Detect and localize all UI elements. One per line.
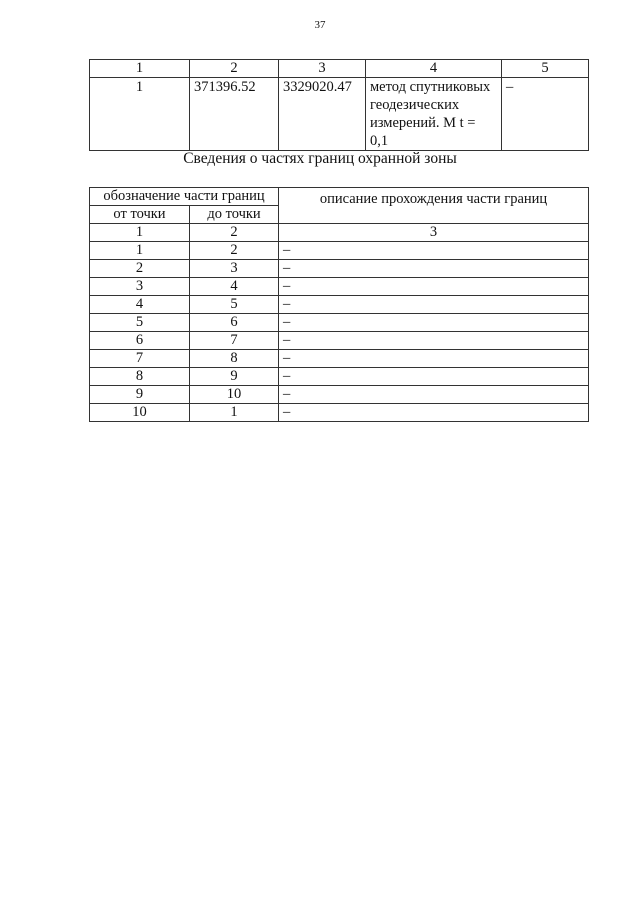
from-point-cell: 9: [90, 386, 190, 404]
column-number: 5: [502, 60, 589, 78]
description-cell: –: [279, 368, 589, 386]
to-point-cell: 9: [190, 368, 279, 386]
column-number: 3: [279, 224, 589, 242]
method-line: геодезических: [370, 97, 460, 113]
method-line: метод спутниковых: [370, 79, 491, 95]
page-number: 37: [314, 19, 326, 31]
from-point-cell: 7: [90, 350, 190, 368]
description-cell: –: [279, 350, 589, 368]
section-title: Сведения о частях границ охранной зоны: [183, 150, 457, 167]
description-header: описание прохождения части границ: [279, 188, 589, 224]
to-point-cell: 3: [190, 260, 279, 278]
method-line: измерений. M t = 0,1: [370, 115, 476, 149]
to-point-cell: 6: [190, 314, 279, 332]
description-cell: –: [279, 296, 589, 314]
y-coordinate: 3329020.47: [279, 78, 366, 151]
table-row: [90, 242, 589, 260]
from-point-cell: 6: [90, 332, 190, 350]
from-point-cell: 5: [90, 314, 190, 332]
table-row: [90, 404, 589, 422]
column-number: 1: [90, 224, 190, 242]
to-point-header: до точки: [190, 206, 279, 224]
boundary-parts-table: [89, 187, 589, 422]
x-coordinate: 371396.52: [190, 78, 279, 151]
description-cell: –: [279, 332, 589, 350]
to-point-cell: 4: [190, 278, 279, 296]
to-point-cell: 7: [190, 332, 279, 350]
table-row: [90, 314, 589, 332]
table-row: [90, 332, 589, 350]
from-point-cell: 10: [90, 404, 190, 422]
description-cell: –: [279, 314, 589, 332]
table-row: [90, 368, 589, 386]
to-point-cell: 2: [190, 242, 279, 260]
column-number-row: [90, 224, 589, 242]
table-row: [90, 296, 589, 314]
from-point-cell: 1: [90, 242, 190, 260]
from-point-cell: 8: [90, 368, 190, 386]
description-cell: –: [279, 242, 589, 260]
point-number: 1: [90, 78, 190, 151]
to-point-cell: 1: [190, 404, 279, 422]
measurement-method: [366, 78, 502, 151]
description-cell: –: [279, 260, 589, 278]
note-cell: –: [502, 78, 589, 151]
description-cell: –: [279, 278, 589, 296]
column-number: 2: [190, 224, 279, 242]
column-number: 1: [90, 60, 190, 78]
from-point-cell: 3: [90, 278, 190, 296]
table-row: [90, 260, 589, 278]
description-cell: –: [279, 386, 589, 404]
table-row: [90, 78, 589, 151]
table-header-row: [90, 60, 589, 78]
column-number: 4: [366, 60, 502, 78]
to-point-cell: 8: [190, 350, 279, 368]
column-number: 3: [279, 60, 366, 78]
from-point-header: от точки: [90, 206, 190, 224]
description-cell: –: [279, 404, 589, 422]
table-row: [90, 386, 589, 404]
group-header: обозначение части границ: [90, 188, 279, 206]
table-header-row: [90, 188, 589, 206]
column-number: 2: [190, 60, 279, 78]
table-row: [90, 278, 589, 296]
table-row: [90, 350, 589, 368]
to-point-cell: 10: [190, 386, 279, 404]
from-point-cell: 4: [90, 296, 190, 314]
coordinates-table: [89, 59, 589, 151]
to-point-cell: 5: [190, 296, 279, 314]
from-point-cell: 2: [90, 260, 190, 278]
